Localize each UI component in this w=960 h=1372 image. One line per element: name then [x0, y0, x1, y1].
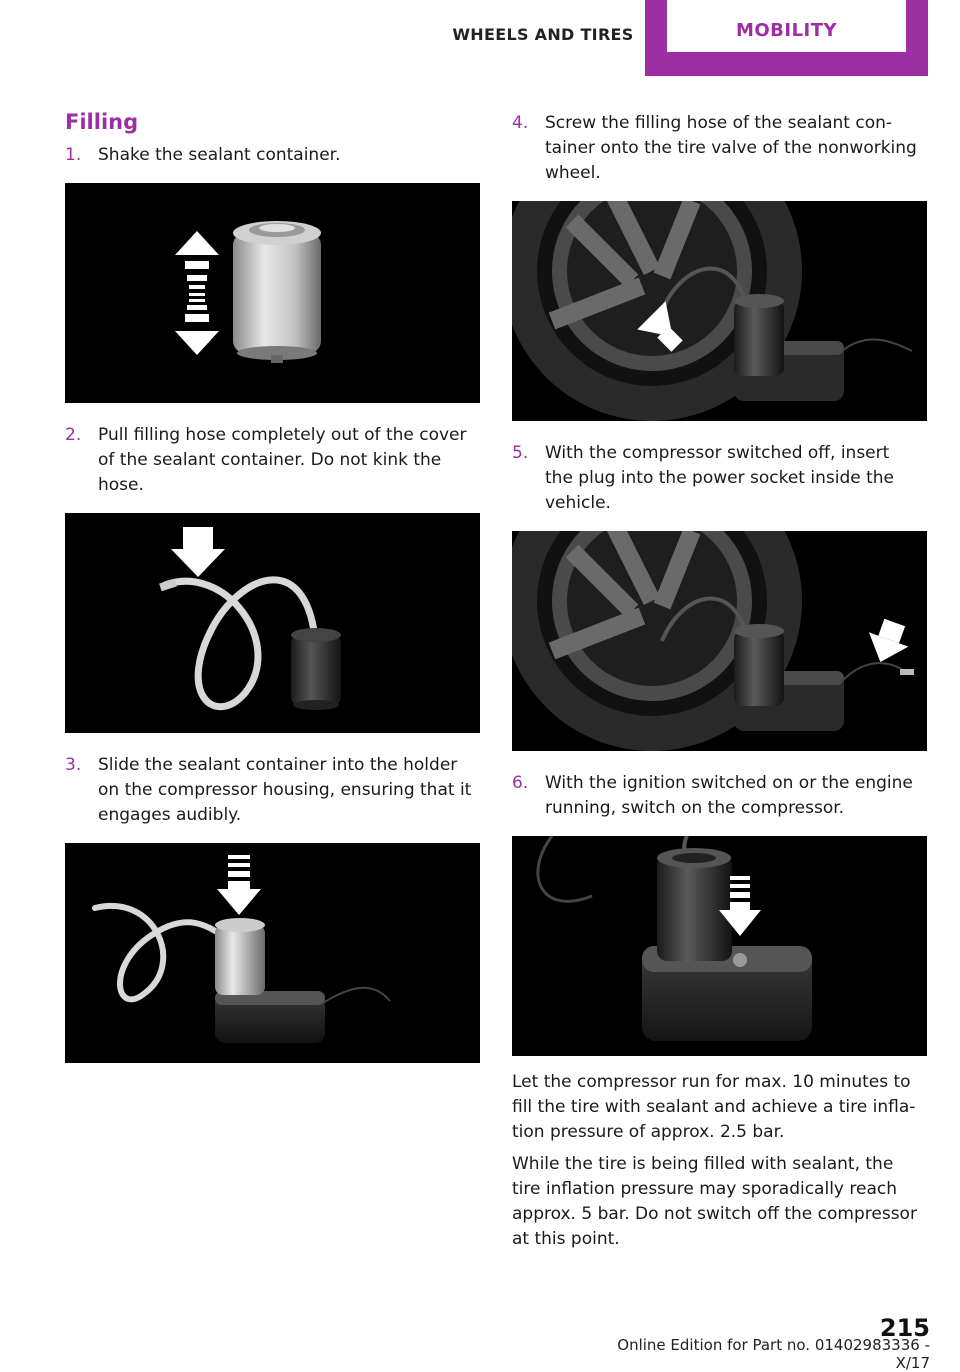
running-header-section: WHEELS AND TIRES: [452, 25, 634, 44]
step-text-line: Screw the filling hose of the sealant con‐: [545, 113, 893, 133]
chapter-tab: [645, 0, 928, 76]
figure-pull-hose: [65, 513, 480, 733]
paragraph-line: tire inflation pressure may sporadically reach: [512, 1179, 897, 1199]
figure-switch-on: [512, 836, 927, 1056]
step-number: 3.: [65, 755, 82, 775]
step-text-line: Pull filling hose completely out of the cover: [98, 425, 467, 445]
paragraph-line: fill the tire with sealant and achieve a tire infla‐: [512, 1097, 916, 1117]
figure-insert-container: [65, 843, 480, 1063]
compressor-housing: [215, 991, 325, 1043]
step-text-line: wheel.: [545, 163, 601, 183]
page-number: 215: [879, 1314, 930, 1342]
paragraph-line: Let the compressor run for max. 10 minutes to: [512, 1072, 911, 1092]
chapter-tab-label: MOBILITY: [667, 0, 906, 52]
figure-connect-valve: [512, 201, 927, 421]
step-text-line: the plug into the power socket inside the: [545, 468, 895, 488]
step-text-line: hose.: [98, 475, 144, 495]
power-plug: [900, 669, 914, 675]
sealant-container: [215, 918, 265, 995]
paragraph-line: approx. 5 bar. Do not switch off the compressor: [512, 1204, 917, 1224]
paragraph-line: at this point.: [512, 1229, 620, 1249]
step-text-line: running, switch on the compressor.: [545, 798, 845, 818]
paragraph-line: While the tire is being filled with sealant, the: [512, 1154, 894, 1174]
step-number: 5.: [512, 443, 529, 463]
step-text-line: on the compressor housing, ensuring that it: [98, 780, 472, 800]
step-text-line: tainer onto the tire valve of the nonworking: [545, 138, 917, 158]
step-text-line: engages audibly.: [98, 805, 242, 825]
step-number: 2.: [65, 425, 82, 445]
sealant-container: [657, 848, 732, 961]
step-text-line: of the sealant container. Do not kink the: [98, 450, 442, 470]
edition-footer: Online Edition for Part no. 01402983336 - X/17: [617, 1336, 930, 1372]
step-text-line: With the ignition switched on or the engine: [545, 773, 913, 793]
sealant-container: [291, 628, 341, 710]
section-heading: Filling: [65, 110, 139, 134]
paragraph-run-time: [512, 1070, 930, 1145]
step-number: 6.: [512, 773, 529, 793]
step-text-line: vehicle.: [545, 493, 611, 513]
sealant-container: [734, 624, 784, 706]
power-button-icon: [733, 953, 747, 967]
step-text-line: Shake the sealant container.: [98, 145, 341, 165]
step-number: 4.: [512, 113, 529, 133]
paragraph-pressure-note: [512, 1152, 930, 1252]
step-text-line: Slide the sealant container into the holder: [98, 755, 458, 775]
sealant-container: [734, 294, 784, 376]
figure-insert-plug: [512, 531, 927, 751]
paragraph-line: tion pressure of approx. 2.5 bar.: [512, 1122, 785, 1142]
sealant-container: [233, 221, 321, 363]
step-text-line: With the compressor switched off, insert: [545, 443, 890, 463]
figure-shake-container: [65, 183, 480, 403]
step-number: 1.: [65, 145, 82, 165]
